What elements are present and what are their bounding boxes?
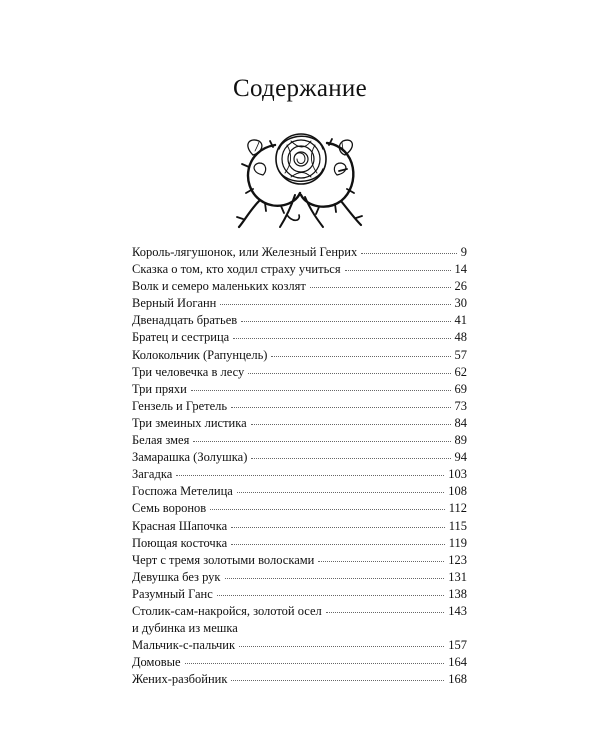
toc-entry-title: Братец и сестрица [132,330,230,345]
toc-entry[interactable] [132,552,467,569]
toc-entry-title: Красная Шапочка [132,518,228,533]
toc-entry[interactable] [132,432,467,449]
rose-with-thorns-icon [235,115,365,233]
toc-entry-page: 73 [454,398,467,413]
toc-entry-page: 30 [454,296,467,311]
table-of-contents [132,244,467,688]
toc-entry[interactable] [132,603,467,637]
dot-leader [326,611,444,613]
toc-entry-title: Три человечка в лесу [132,364,245,379]
toc-entry-page: 119 [448,535,467,550]
toc-entry-page: 112 [448,501,467,516]
toc-entry-page: 14 [454,262,467,277]
dot-leader [310,286,451,288]
dot-leader [185,662,445,664]
toc-entry-page: 168 [448,672,467,687]
toc-entry-title: Поющая косточка [132,535,228,550]
dot-leader [318,560,444,562]
toc-entry-page: 9 [460,245,467,259]
toc-entry-page: 115 [448,518,467,533]
toc-entry-title: Три пряхи [132,381,187,396]
dot-leader [220,303,450,305]
toc-entry-page: 157 [448,638,467,653]
dot-leader [239,645,444,647]
toc-entry[interactable] [132,518,467,535]
toc-entry-page: 103 [448,467,467,482]
toc-entry[interactable] [132,295,467,312]
toc-entry-page: 62 [454,364,467,379]
toc-entry[interactable] [132,449,467,466]
toc-entry-page: 94 [454,450,467,465]
toc-entry-title: Три змеиных листика [132,415,247,430]
dot-leader [251,423,451,425]
toc-entry-page: 131 [448,569,467,584]
dot-leader [231,526,445,528]
dot-leader [241,320,450,322]
dot-leader [193,440,450,442]
toc-entry-title-continued: и дубинка из мешка [132,621,238,636]
toc-entry[interactable] [132,637,467,654]
page-title: Содержание [233,75,367,102]
dot-leader [271,355,450,357]
toc-entry[interactable] [132,398,467,415]
toc-entry[interactable] [132,535,467,552]
toc-entry-title: Двенадцать братьев [132,313,238,328]
toc-entry-title: Верный Иоганн [132,296,217,311]
toc-entry-title: Волк и семеро маленьких козлят [132,279,306,294]
toc-entry[interactable] [132,278,467,295]
toc-entry-title: Мальчик-с-пальчик [132,638,236,653]
toc-entry-page: 69 [454,381,467,396]
toc-entry-title: Черт с тремя золотыми волосками [132,552,315,567]
toc-entry[interactable] [132,381,467,398]
toc-entry-title: Разумный Ганс [132,586,213,601]
toc-entry-page: 26 [454,279,467,294]
toc-entry-title: Замарашка (Золушка) [132,450,248,465]
dot-leader [231,679,444,681]
dot-leader [225,577,445,579]
toc-entry-title: Девушка без рук [132,569,221,584]
toc-entry-title: Госпожа Метелица [132,484,233,499]
toc-entry[interactable] [132,364,467,381]
toc-entry[interactable] [132,569,467,586]
toc-entry-title: Гензель и Гретель [132,398,228,413]
toc-entry-title: Жених-разбойник [132,672,228,687]
dot-leader [217,594,444,596]
toc-entry[interactable] [132,415,467,432]
dot-leader [251,457,450,459]
toc-entry-title: Семь воронов [132,501,207,516]
dot-leader [248,372,450,374]
toc-entry[interactable] [132,312,467,329]
toc-entry[interactable] [132,347,467,364]
toc-entry[interactable] [132,261,467,278]
toc-entry-page: 108 [448,484,467,499]
toc-entry-page: 138 [448,586,467,601]
toc-entry[interactable] [132,329,467,346]
toc-entry-page: 143 [448,603,467,618]
toc-entry[interactable] [132,654,467,671]
toc-entry-title: Белая змея [132,433,190,448]
toc-entry-page: 84 [454,415,467,430]
toc-entry-page: 89 [454,433,467,448]
toc-entry[interactable] [132,671,467,688]
toc-entry-page: 41 [454,313,467,328]
dot-leader [345,269,451,271]
dot-leader [231,406,450,408]
toc-entry-page: 57 [454,347,467,362]
toc-entry[interactable] [132,500,467,517]
toc-entry-page: 48 [454,330,467,345]
dot-leader [191,389,451,391]
toc-entry[interactable] [132,483,467,500]
dot-leader [176,474,444,476]
toc-entry-title: Колокольчик (Рапунцель) [132,347,268,362]
toc-entry[interactable] [132,244,467,261]
toc-entry-page: 164 [448,655,467,670]
dot-leader [361,252,457,254]
toc-entry-title: Столик-сам-накройся, золотой осел [132,603,322,618]
toc-entry-title: Сказка о том, кто ходил страху учиться [132,262,341,277]
dot-leader [233,337,450,339]
toc-entry[interactable] [132,586,467,603]
toc-entry-page: 123 [448,552,467,567]
dot-leader [231,543,445,545]
toc-entry[interactable] [132,466,467,483]
dot-leader [210,508,445,510]
dot-leader [237,491,444,493]
toc-entry-title-block [132,603,322,637]
toc-entry-title: Загадка [132,467,173,482]
toc-entry-title: Домовые [132,655,181,670]
toc-entry-title: Король-лягушонок, или Железный Генрих [132,245,358,259]
